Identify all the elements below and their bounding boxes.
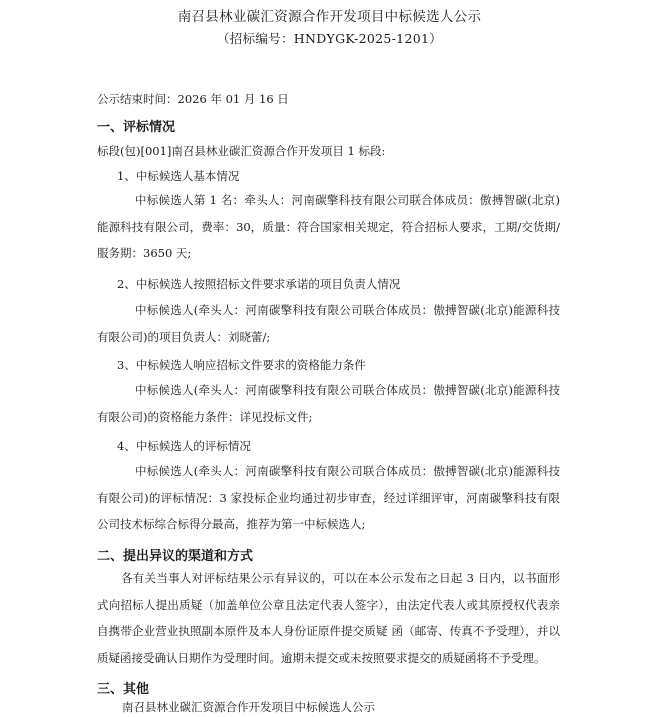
section-1-heading: 一、评标情况 bbox=[97, 120, 176, 135]
subsection-4-body: 中标候选人(牵头人：河南碳擎科技有限公司联合体成员：傲搏智碳(北京)能源科技有限公司)的评标情况：3 家投标企业均通过初步审查，经过详细评审，河南碳擎科技有限公司技术标综合标得分最高，推荐为第一中标候选人; bbox=[97, 464, 560, 531]
subsection-1-body: 中标候选人第 1 名：牵头人：河南碳擎科技有限公司联合体成员：傲搏智碳(北京)能源科技有限公司，费率：30，质量：符合国家相关规定，符合招标人要求，工期/交货期/服务期：3650 天; bbox=[97, 193, 560, 260]
section-2-body: 各有关当事人对评标结果公示有异议的，可以在本公示发布之日起 3 日内，以书面形式向招标人提出质疑（加盖单位公章且法定代表人签字），由法定代表人或其原授权代表亲自携带企业营业执照副本原件及本人身份证原件提交质疑 函（邮寄、传真不予受理），并以质疑函接受确认日期作为受理时间。逾期未提交或未按照要求提交的质疑函将不予受理。 bbox=[97, 571, 560, 665]
subsection-4-title: 4、中标候选人的评标情况 bbox=[117, 439, 251, 453]
document-title: 南召县林业碳汇资源合作开发项目中标候选人公示 bbox=[177, 9, 482, 25]
subsection-3-body: 中标候选人(牵头人：河南碳擎科技有限公司联合体成员：傲搏智碳(北京)能源科技有限公司)的资格能力条件：详见投标文件; bbox=[97, 383, 560, 424]
subsection-2-body: 中标候选人(牵头人：河南碳擎科技有限公司联合体成员：傲搏智碳(北京)能源科技有限公司)的项目负责人：刘晓蕾/; bbox=[97, 303, 560, 344]
subsection-1-title: 1、中标候选人基本情况 bbox=[117, 169, 240, 183]
section-2-heading: 二、提出异议的渠道和方式 bbox=[97, 549, 254, 564]
subsection-2-title: 2、中标候选人按照招标文件要求承诺的项目负责人情况 bbox=[117, 277, 401, 291]
publish-end-time: 公示结束时间：2026 年 01 月 16 日 bbox=[97, 92, 289, 106]
section-3-heading: 三、其他 bbox=[97, 682, 150, 697]
subsection-3-title: 3、中标候选人响应招标文件要求的资格能力条件 bbox=[117, 358, 366, 372]
section-3-line: 南召县林业碳汇资源合作开发项目中标候选人公示 bbox=[122, 700, 375, 714]
tender-number: （招标编号：HNDYGK-2025-1201） bbox=[217, 31, 442, 46]
lot-line: 标段(包)[001]南召县林业碳汇资源合作开发项目 1 标段: bbox=[97, 144, 386, 158]
